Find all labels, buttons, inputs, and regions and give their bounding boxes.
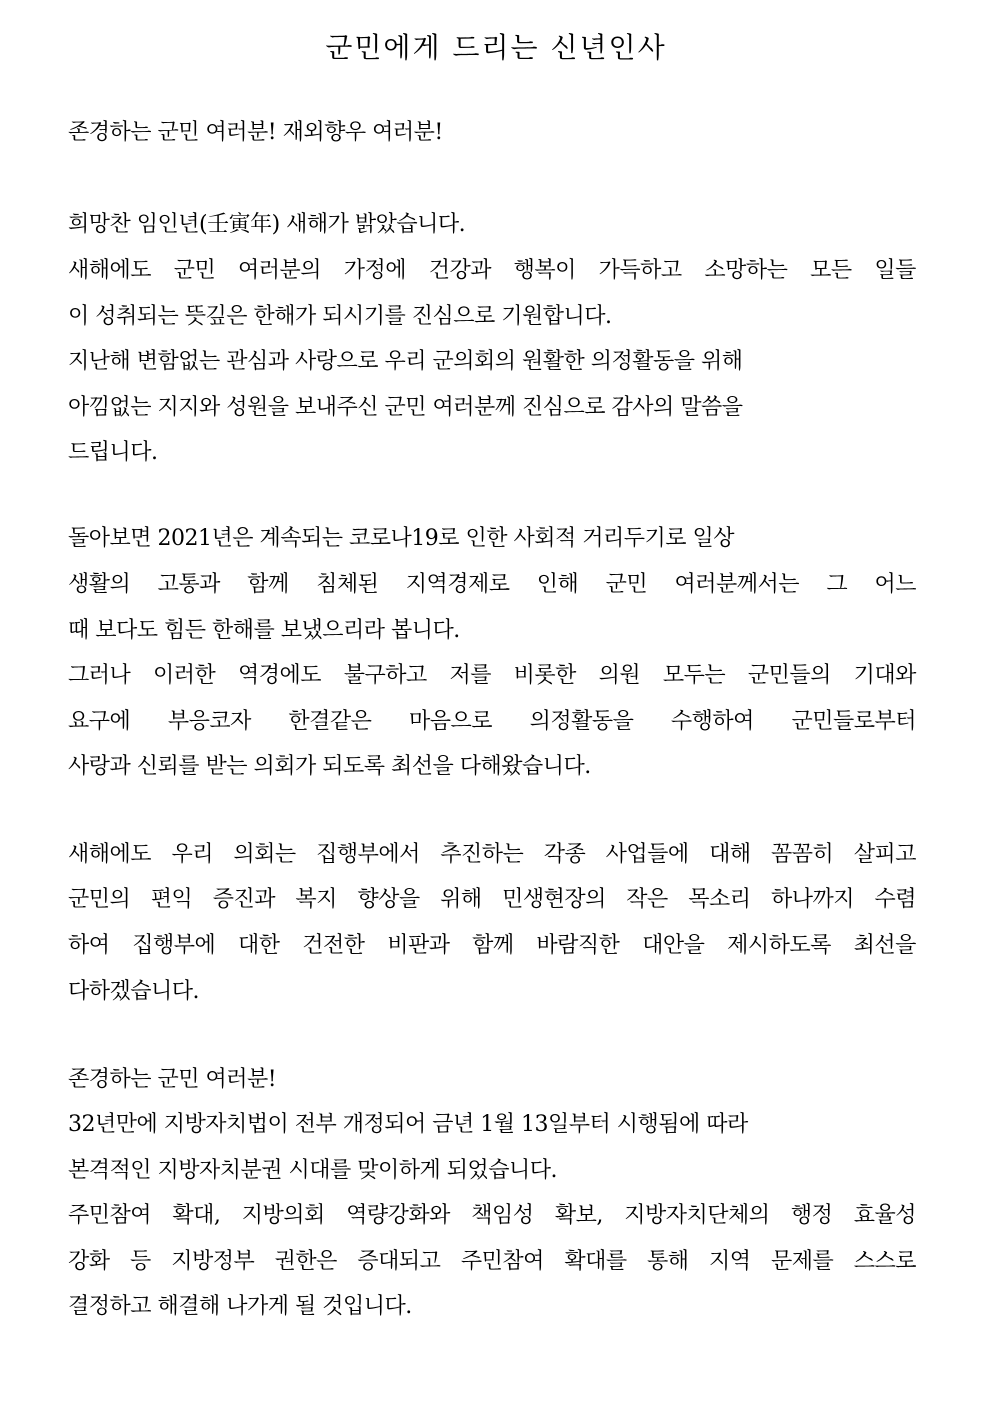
word: 바람직한	[536, 933, 620, 958]
word: 하나까지	[770, 887, 854, 912]
word: 의회는	[233, 842, 296, 867]
word: 주민참여	[68, 1203, 152, 1228]
paragraph-line	[68, 885, 916, 915]
word: 지방정부	[171, 1249, 255, 1274]
paragraph-line: 본격적인 지방자치분권 시대를 맞이하게 되었습니다.	[68, 1158, 558, 1183]
word: 우리	[171, 842, 213, 867]
word: 작은	[626, 887, 668, 912]
paragraph-line	[68, 707, 916, 737]
word: 비판과	[387, 933, 450, 958]
word: 확보,	[554, 1203, 603, 1228]
word: 민생현장의	[502, 887, 606, 912]
paragraph-line: 돌아보면 2021년은 계속되는 코로나19로 인한 사회적 거리두기로 일상	[68, 526, 734, 551]
word: 군민의	[68, 887, 131, 912]
word: 효율성	[853, 1203, 916, 1228]
word: 문제를	[770, 1249, 834, 1274]
word: 증진과	[212, 887, 275, 912]
word: 인해	[536, 572, 579, 597]
word: 권한은	[274, 1249, 337, 1274]
word: 확대,	[172, 1203, 221, 1228]
document-title: 군민에게 드리는 신년인사	[325, 31, 667, 64]
word: 지역	[709, 1249, 751, 1274]
paragraph-line: 이 성취되는 뜻깊은 한해가 되시기를 진심으로 기원합니다.	[68, 304, 612, 329]
paragraph-line: 아낌없는 지지와 성원을 보내주신 군민 여러분께 진심으로 감사의 말씀을	[68, 395, 743, 420]
word: 사업들에	[605, 842, 689, 867]
word: 그	[826, 572, 848, 597]
word: 소망하는	[704, 258, 788, 283]
word: 강화	[68, 1249, 110, 1274]
word: 요구에	[68, 709, 131, 734]
word: 저를	[449, 663, 491, 688]
word: 지역경제로	[405, 572, 510, 597]
word: 집행부에	[132, 933, 216, 958]
paragraph-line: 32년만에 지방자치법이 전부 개정되어 금년 1월 13일부터 시행됨에 따라	[68, 1112, 748, 1137]
greeting: 존경하는 군민 여러분! 재외향우 여러분!	[68, 120, 443, 145]
paragraph-line: 결정하고 해결해 나가게 될 것입니다.	[68, 1294, 412, 1319]
word: 가득하고	[598, 258, 682, 283]
word: 대한	[237, 933, 280, 958]
paragraph-line: 다하겠습니다.	[68, 979, 200, 1004]
word: 한결같은	[288, 709, 372, 734]
word: 집행부에서	[316, 842, 420, 867]
word: 통해	[647, 1249, 689, 1274]
word: 책임성	[471, 1203, 534, 1228]
word: 새해에도	[68, 258, 152, 283]
paragraph-line	[68, 256, 916, 286]
word: 편익	[150, 887, 193, 912]
paragraph-line	[68, 1201, 916, 1231]
word: 고통과	[157, 572, 220, 597]
word: 수렴	[874, 887, 916, 912]
word: 함께	[472, 933, 514, 958]
word: 행정	[790, 1203, 833, 1228]
word: 행복이	[513, 258, 576, 283]
word: 주민참여	[460, 1249, 544, 1274]
word: 향상을	[357, 887, 420, 912]
word: 가정에	[343, 258, 406, 283]
word: 군민들로부터	[791, 709, 916, 734]
word: 추진하는	[440, 842, 524, 867]
paragraph-line: 지난해 변함없는 관심과 사랑으로 우리 군의회의 원활한 의정활동을 위해	[68, 349, 743, 374]
word: 각종	[543, 842, 586, 867]
paragraph-line	[68, 931, 916, 961]
word: 확대를	[564, 1249, 627, 1274]
word: 여러분께서는	[674, 572, 800, 597]
word: 꼼꼼히	[771, 842, 834, 867]
word: 군민	[605, 572, 648, 597]
word: 생활의	[68, 572, 131, 597]
paragraph-line: 사랑과 신뢰를 받는 의회가 되도록 최선을 다해왔습니다.	[68, 754, 591, 779]
word: 하여	[68, 933, 110, 958]
word: 수행하여	[670, 709, 754, 734]
word: 지방자치단체의	[624, 1203, 770, 1228]
word: 대해	[709, 842, 751, 867]
word: 비롯한	[513, 663, 576, 688]
word: 증대되고	[357, 1249, 441, 1274]
paragraph-line	[68, 840, 916, 870]
word: 모두는	[662, 663, 726, 688]
word: 그러나	[68, 663, 131, 688]
word: 목소리	[688, 887, 751, 912]
word: 제시하도록	[727, 933, 831, 958]
word: 스스로	[853, 1249, 916, 1274]
paragraph-line: 드립니다.	[68, 440, 158, 465]
word: 일들	[874, 258, 916, 283]
word: 함께	[247, 572, 289, 597]
word: 군민	[173, 258, 216, 283]
word: 역경에도	[237, 663, 321, 688]
paragraph-line: 때 보다도 힘든 한해를 보냈으리라 봅니다.	[68, 618, 460, 643]
word: 의정활동을	[529, 709, 634, 734]
paragraph-line: 존경하는 군민 여러분!	[68, 1067, 277, 1092]
word: 대안을	[642, 933, 705, 958]
word: 의원	[598, 663, 641, 688]
word: 등	[129, 1249, 151, 1274]
word: 불구하고	[343, 663, 427, 688]
paragraph-line	[68, 570, 916, 600]
word: 군민들의	[747, 663, 831, 688]
word: 건전한	[302, 933, 365, 958]
word: 기대와	[853, 663, 916, 688]
word: 위해	[440, 887, 482, 912]
word: 여러분의	[237, 258, 321, 283]
paragraph-line: 희망찬 임인년(壬寅年) 새해가 밝았습니다.	[68, 212, 466, 237]
word: 이러한	[152, 663, 216, 688]
word: 복지	[295, 887, 337, 912]
word: 새해에도	[68, 842, 152, 867]
paragraph-line	[68, 661, 916, 691]
word: 부응코자	[167, 709, 251, 734]
word: 침체된	[316, 572, 379, 597]
word: 지방의회	[241, 1203, 325, 1228]
word: 어느	[874, 572, 916, 597]
paragraph-line	[68, 1247, 916, 1277]
word: 최선을	[853, 933, 916, 958]
word: 건강과	[428, 258, 491, 283]
word: 살피고	[853, 842, 916, 867]
word: 역량강화와	[346, 1203, 450, 1228]
word: 모든	[810, 258, 852, 283]
word: 마음으로	[408, 709, 492, 734]
